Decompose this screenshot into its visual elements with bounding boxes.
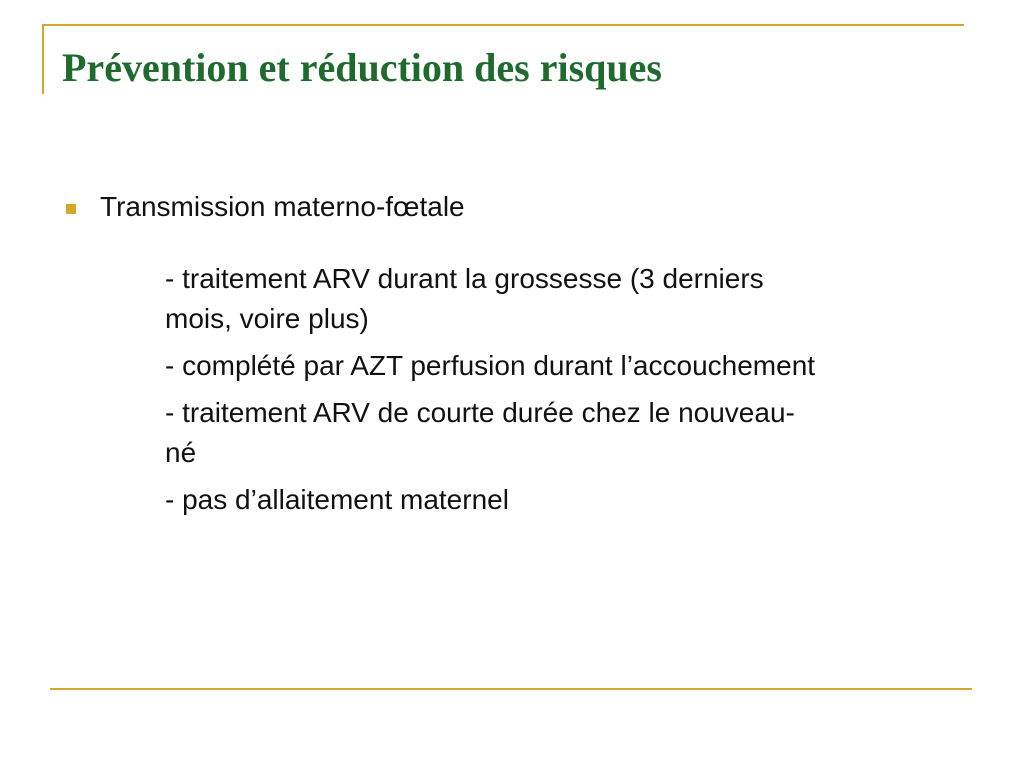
bullet-heading: Transmission materno-fœtale <box>100 191 465 222</box>
square-bullet-icon <box>66 204 76 214</box>
sub-item: - traitement ARV durant la grossesse (3 derniers mois, voire plus) <box>165 263 764 334</box>
sub-item-list <box>165 259 965 527</box>
sub-item: - complété par AZT perfusion durant l’accouchement <box>165 350 816 381</box>
title-frame-top-rule <box>42 24 964 26</box>
sub-item: - traitement ARV de courte durée chez le nouveau- né <box>165 397 795 468</box>
title-frame-left-rule <box>42 24 44 94</box>
footer-rule <box>50 688 972 690</box>
sub-item: - pas d’allaitement maternel <box>165 484 509 515</box>
slide-title: Prévention et réduction des risques <box>62 45 662 90</box>
